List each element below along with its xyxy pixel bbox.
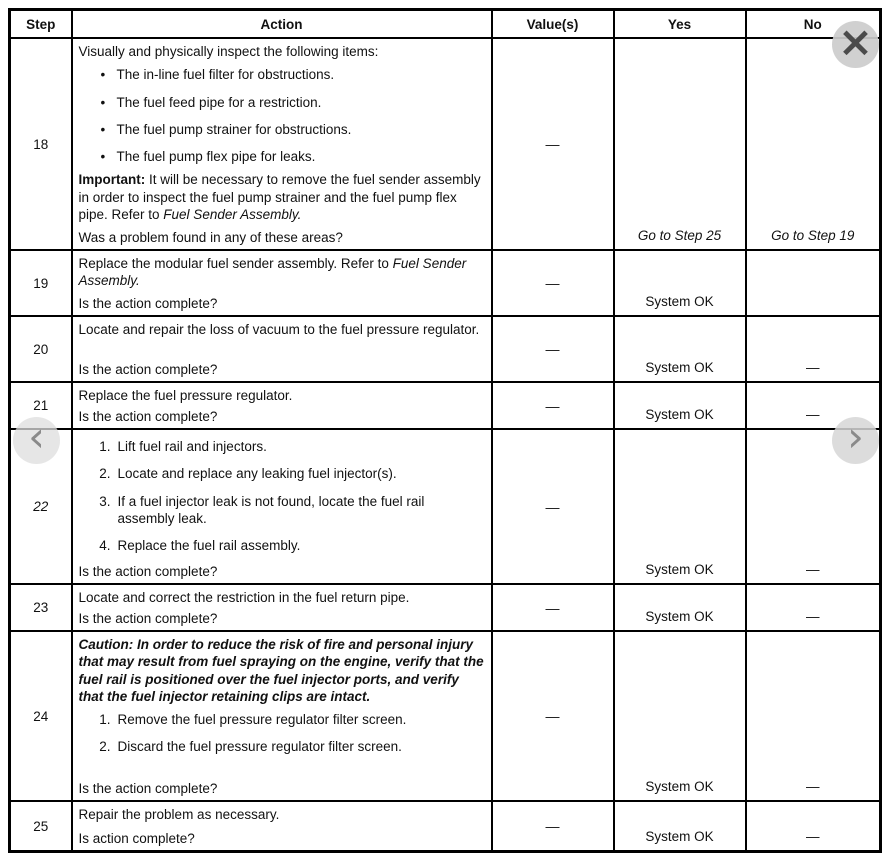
action-text: Visually and physically inspect the following items: — [78, 44, 379, 59]
no-cell: — — [746, 316, 881, 382]
list-number: 2. — [99, 739, 111, 755]
action-text: 2. Locate and replace any leaking fuel injector(s). — [91, 465, 485, 482]
step-number: 25 — [10, 801, 72, 852]
question-text: Is the action complete? — [78, 780, 218, 796]
action-cell — [72, 382, 492, 429]
action-text: 1. Lift fuel rail and injectors. — [91, 438, 485, 455]
question-text: Is the action complete? — [78, 610, 218, 626]
action-text: Repair the problem as necessary. — [78, 807, 280, 822]
value-cell: — — [492, 382, 614, 429]
action-text: • The fuel feed pipe for a restriction. — [100, 94, 322, 110]
table-row — [10, 250, 881, 316]
value-cell: — — [492, 584, 614, 631]
step-number: 23 — [10, 584, 72, 631]
value-cell: — — [492, 250, 614, 316]
header-row — [10, 10, 881, 39]
action-text: • The fuel pump flex pipe for leaks. — [100, 149, 316, 165]
bullet-icon: • — [100, 121, 106, 137]
action-text: 1. Remove the fuel pressure regulator filter screen. — [91, 711, 485, 728]
col-header-action: Action — [72, 10, 492, 39]
table-row — [10, 429, 881, 584]
next-button[interactable] — [832, 411, 879, 464]
list-number: 1. — [99, 712, 111, 728]
list-number: 1. — [99, 439, 111, 454]
prev-button[interactable] — [13, 411, 60, 464]
list-number: 4. — [99, 538, 111, 554]
action-text: • The fuel pump strainer for obstructions. — [100, 121, 352, 137]
yes-cell: System OK — [614, 382, 746, 429]
question-text: Is the action complete? — [78, 563, 218, 579]
col-header-values: Value(s) — [492, 10, 614, 39]
table-row — [10, 631, 881, 801]
value-cell: — — [492, 801, 614, 852]
yes-cell: System OK — [614, 429, 746, 584]
action-cell — [72, 801, 492, 852]
action-text: Locate and repair the loss of vacuum to the fuel pressure regulator. — [78, 322, 480, 337]
no-cell: — — [746, 801, 881, 852]
action-text: 2. Discard the fuel pressure regulator filter screen. — [91, 738, 485, 755]
yes-cell: System OK — [614, 250, 746, 316]
step-number: 19 — [10, 250, 72, 316]
question-text: Is the action complete? — [78, 361, 218, 377]
no-cell: — — [746, 631, 881, 801]
table-row — [10, 382, 881, 429]
col-header-no: No — [746, 10, 881, 39]
table-row — [10, 316, 881, 382]
list-number: 3. — [99, 493, 111, 509]
list-number: 2. — [99, 466, 111, 482]
action-cell — [72, 250, 492, 316]
value-cell: — — [492, 38, 614, 250]
close-button[interactable] — [832, 17, 879, 68]
yes-cell: System OK — [614, 801, 746, 852]
table-row — [10, 38, 881, 250]
no-cell: — — [746, 584, 881, 631]
chevron-right-icon: › — [847, 411, 864, 461]
action-cell — [72, 584, 492, 631]
action-text: 3. If a fuel injector leak is not found, locate the fuel rail assembly leak. — [91, 493, 485, 528]
bullet-icon: • — [100, 94, 106, 110]
action-text: • The in-line fuel filter for obstructions. — [100, 67, 335, 83]
action-text: 4. Replace the fuel rail assembly. — [91, 537, 485, 554]
no-cell: — — [746, 382, 881, 429]
step-number: 20 — [10, 316, 72, 382]
yes-cell: System OK — [614, 316, 746, 382]
bullet-icon: • — [100, 149, 106, 165]
value-cell: — — [492, 316, 614, 382]
action-text: Replace the fuel pressure regulator. — [78, 388, 293, 403]
yes-cell: System OK — [614, 631, 746, 801]
question-text: Is action complete? — [78, 830, 195, 846]
col-header-step: Step — [10, 10, 72, 39]
question-text: Was a problem found in any of these areas? — [78, 229, 343, 245]
no-cell — [746, 250, 881, 316]
action-cell — [72, 631, 492, 801]
close-icon: × — [837, 17, 874, 66]
action-text: Replace the modular fuel sender assembly. Refer to Fuel Sender Assembly. — [78, 256, 467, 289]
question-text: Is the action complete? — [78, 408, 218, 424]
step-number: 24 — [10, 631, 72, 801]
question-text: Is the action complete? — [78, 295, 218, 311]
yes-cell: Go to Step 25 — [614, 38, 746, 250]
col-header-yes: Yes — [614, 10, 746, 39]
no-cell: — — [746, 429, 881, 584]
action-text: Important: It will be necessary to remove the fuel sender assembly in order to inspect the fuel pump strainer and the fuel pump flex pipe. Refer to Fuel Sender Assembly. — [78, 172, 481, 222]
diagnostic-table — [8, 8, 882, 853]
step-number: 22 — [10, 429, 72, 584]
bullet-icon: • — [100, 67, 106, 83]
action-cell — [72, 38, 492, 250]
action-text: Locate and correct the restriction in the fuel return pipe. — [78, 590, 410, 605]
value-cell: — — [492, 631, 614, 801]
yes-cell: System OK — [614, 584, 746, 631]
table-row — [10, 801, 881, 852]
chevron-left-icon: ‹ — [28, 411, 45, 461]
step-number: 18 — [10, 38, 72, 250]
step-number: 21 — [10, 382, 72, 429]
no-cell: Go to Step 19 — [746, 38, 881, 250]
action-cell — [72, 316, 492, 382]
action-text: Caution: In order to reduce the risk of fire and personal injury that may result from fuel spraying on the engine, verify that the fuel rail is positioned over the fuel injector ports, and verify that the fuel injector retaining clips are intact. — [78, 637, 484, 704]
table-row — [10, 584, 881, 631]
action-cell — [72, 429, 492, 584]
value-cell: — — [492, 429, 614, 584]
